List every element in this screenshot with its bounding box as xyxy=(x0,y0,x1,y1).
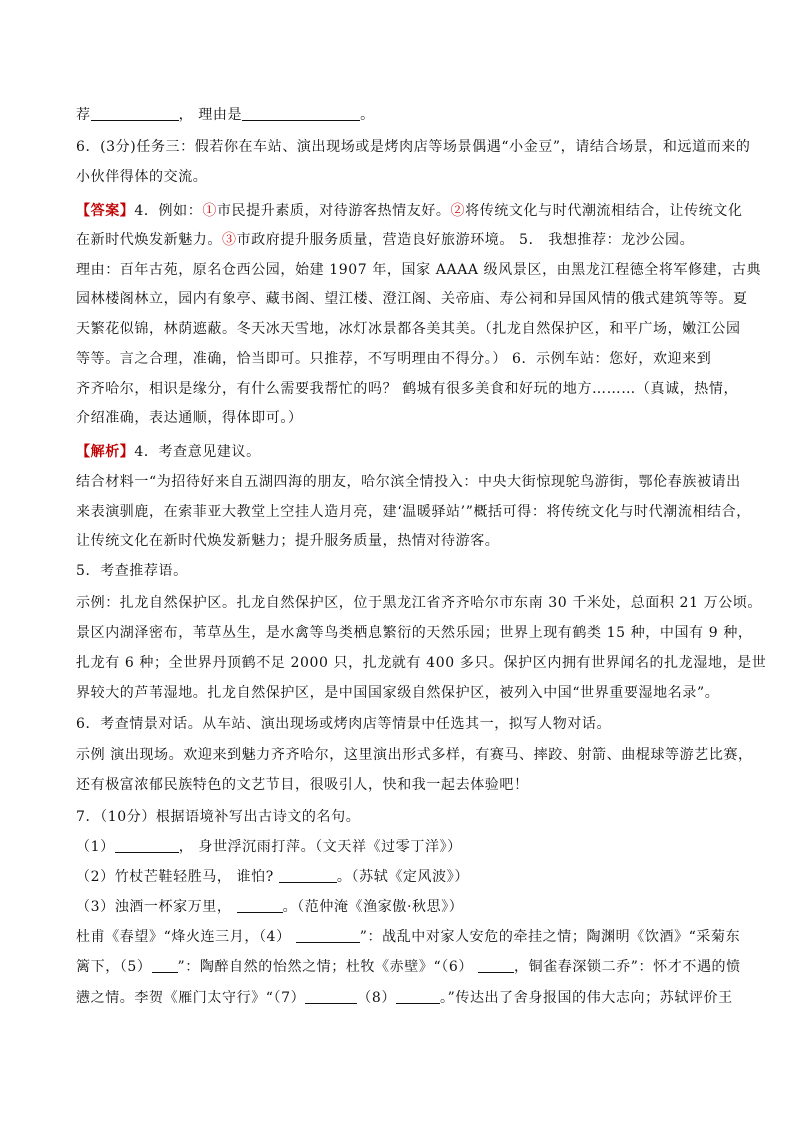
text-line xyxy=(76,807,726,827)
text-line xyxy=(76,379,739,399)
text-run: 。 xyxy=(360,107,375,123)
text-line xyxy=(76,683,726,703)
text-line xyxy=(76,260,762,280)
text-line xyxy=(76,653,767,673)
text-line xyxy=(76,775,726,795)
fill-in-blank xyxy=(237,898,283,913)
text-line xyxy=(76,867,726,887)
text-run: 。”传达出了舍身报国的伟大志向；苏轼评价王 xyxy=(439,990,733,1006)
text-line xyxy=(76,957,741,977)
text-run: 7．（10分）根据语境补写出古诗文的名句。 xyxy=(76,809,361,825)
section-tag: 【答案】 xyxy=(76,203,135,219)
text-run: 界较大的芦苇湿地。扎龙自然保护区，是中国国家级自然保护区，被列入中国“世界重要湿地名录”。 xyxy=(76,685,720,701)
text-run: 。（范仲淹《渔家傲·秋思》） xyxy=(282,899,464,915)
text-line xyxy=(76,745,753,765)
text-line xyxy=(76,201,743,221)
text-line xyxy=(76,623,753,643)
text-line xyxy=(76,230,726,250)
text-run: ”：陶醉自然的怡然之情；杜牧《赤壁》“（6） xyxy=(177,959,478,975)
fill-in-blank xyxy=(478,958,514,973)
text-run: 篱下，（5） xyxy=(76,959,152,975)
circled-number: ② xyxy=(450,203,466,219)
text-run: 示例：扎龙自然保护区。扎龙自然保护区，位于黑龙江省齐齐哈尔市东南 30 千米处，总面积 21 万公顷。 xyxy=(76,595,763,611)
text-line xyxy=(76,349,726,369)
text-run: ”：战乱中对家人安危的牵挂之情；陶渊明《饮酒》“采菊东 xyxy=(359,929,741,945)
circled-number: ③ xyxy=(222,232,237,248)
text-line xyxy=(76,105,726,125)
text-run: 理由：百年古苑，原名仓西公园，始建 1907 年，国家 AAAA 级风景区，由黑龙江程德全将军修建，古典 xyxy=(76,262,762,278)
text-run: 齐齐哈尔，相识是缘分，有什么需要我帮忙的吗？ 鹤城有很多美食和好玩的地方………（真诚，热情， xyxy=(76,381,739,397)
text-run: 介绍准确，表达通顺，得体即可。） xyxy=(76,410,303,426)
text-line xyxy=(76,927,741,947)
fill-in-blank xyxy=(152,958,178,973)
text-run: 市民提升素质，对待游客热情友好。 xyxy=(216,203,451,219)
text-line xyxy=(76,714,726,734)
text-run: 市政府提升服务质量，营造良好旅游环境。 5． 我想推荐：龙沙公园。 xyxy=(236,232,695,248)
text-line xyxy=(76,167,726,187)
text-run: （2）竹杖芒鞋轻胜马， 谁怕? xyxy=(76,869,279,885)
fill-in-blank xyxy=(242,106,360,121)
text-line xyxy=(76,837,726,857)
text-run: 景区内湖泽密布，苇草丛生，是水禽等鸟类栖息繁衍的天然乐园；世界上现有鹤类 15 种，中国有 9 种， xyxy=(76,625,753,641)
text-run: 5．考查推荐语。 xyxy=(76,563,188,579)
text-run: 让传统文化在新时代焕发新魅力；提升服务质量，热情对待游客。 xyxy=(76,533,500,549)
text-run: 将传统文化与时代潮流相结合，让传统文化 xyxy=(465,203,743,219)
text-line xyxy=(76,408,726,428)
text-line xyxy=(76,137,751,157)
text-run: 。（苏轼《定风波》） xyxy=(336,869,469,885)
text-run: 还有极富浓郁民族特色的文艺节目，很吸引人，快和我一起去体验吧！ xyxy=(76,777,529,793)
text-run: 6．(3分)任务三：假若你在车站、演出现场或是烤肉店等场景偶遇“小金豆”，请结合场景，和远道而来的 xyxy=(76,139,751,155)
text-run: 天繁花似锦，林荫遮蔽。冬天冰天雪地，冰灯冰景都各美其美。（扎龙自然保护区，和平广场，嫩江公园 xyxy=(76,321,741,337)
text-run: 在新时代焕发新魅力。 xyxy=(76,232,222,248)
text-run: 懑之情。李贺《雁门太守行》“（7） xyxy=(76,990,306,1006)
text-line xyxy=(76,289,748,309)
text-run: 小伙伴得体的交流。 xyxy=(76,169,208,185)
text-run: 等等。言之合理，准确，恰当即可。只推荐，不写明理由不得分。） 6．示例车站：您好，欢迎来到 xyxy=(76,351,712,367)
text-line xyxy=(76,502,751,522)
text-run: （8） xyxy=(357,990,396,1006)
text-line xyxy=(76,472,741,492)
text-line xyxy=(76,593,763,613)
text-run: （3）浊酒一杯家万里， xyxy=(76,899,237,915)
text-run: 6．考查情景对话。从车站、演出现场或烤肉店等情景中任选其一，拟写人物对话。 xyxy=(76,716,612,732)
fill-in-blank xyxy=(91,106,179,121)
section-tag: 【解析】 xyxy=(76,444,135,460)
text-line xyxy=(76,319,741,339)
fill-in-blank xyxy=(305,989,357,1004)
text-run: 园林楼阁林立，园内有象亭、藏书阁、望江楼、澄江阁、关帝庙、寿公祠和异国风情的俄式建筑等等。夏 xyxy=(76,291,748,307)
text-run: ， 身世浮沉雨打萍。（文天祥《过零丁洋》） xyxy=(178,839,462,855)
text-line xyxy=(76,531,726,551)
text-line xyxy=(76,561,726,581)
fill-in-blank xyxy=(296,928,360,943)
text-run: 来表演驯鹿，在索菲亚大教堂上空挂人造月亮，建‘温暖驿站’”概括可得：将传统文化与时代潮流相结合， xyxy=(76,504,751,520)
circled-number: ① xyxy=(202,203,217,219)
text-run: 4．考查意见建议。 xyxy=(134,444,261,460)
text-run: 杜甫《春望》“烽火连三月，（4） xyxy=(76,929,296,945)
fill-in-blank xyxy=(279,868,337,883)
text-line xyxy=(76,442,726,462)
text-run: ， 理由是 xyxy=(178,107,243,123)
text-line xyxy=(76,897,726,917)
text-run: （1） xyxy=(76,839,115,855)
fill-in-blank xyxy=(115,838,179,853)
text-run: ，铜雀春深锁二乔”：怀才不遇的愤 xyxy=(514,959,741,975)
text-run: 荐 xyxy=(76,107,91,123)
text-run: 4．例如： xyxy=(134,203,203,219)
text-run: 扎龙有 6 种；全世界丹顶鹤不足 2000 只，扎龙就有 400 多只。保护区内拥有世界闻名的扎龙湿地，是世 xyxy=(76,655,767,671)
fill-in-blank xyxy=(396,989,440,1004)
text-run: 示例 演出现场。欢迎来到魅力齐齐哈尔，这里演出形式多样，有赛马、摔跤、射箭、曲棍球等游艺比赛， xyxy=(76,747,753,763)
text-run: 结合材料一“为招待好来自五湖四海的朋友，哈尔滨全情投入：中央大街惊现鸵鸟游街，鄂伦春族被请出 xyxy=(76,474,741,490)
text-line xyxy=(76,988,733,1008)
